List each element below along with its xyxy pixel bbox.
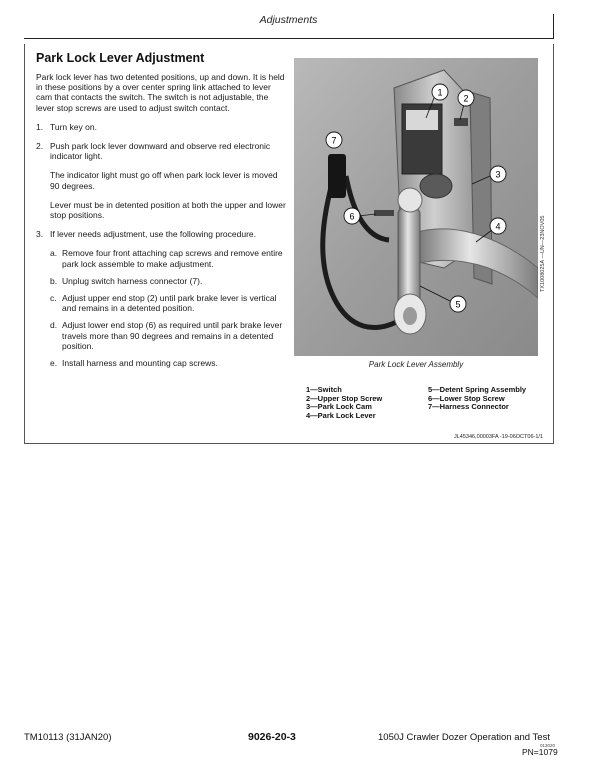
- legend-item: 4—Park Lock Lever: [306, 410, 376, 420]
- substep-letter: d.: [50, 320, 58, 331]
- legend-item: 5—Detent Spring Assembly: [428, 385, 527, 394]
- reference-code: JL45346,00003FA -19-06OCT06-1/1: [454, 434, 543, 440]
- svg-text:1: 1: [437, 87, 443, 98]
- svg-text:6: 6: [349, 211, 355, 222]
- substep-text: Adjust lower end stop (6) as required until park brake lever travels more than 90 degrees and remains in a detented position.: [62, 320, 283, 351]
- step-text: Turn key on.: [50, 121, 97, 132]
- substep-letter: c.: [50, 293, 57, 304]
- substep-text: Unplug switch harness connector (7).: [62, 275, 203, 286]
- lever-grip-hole: [403, 307, 417, 325]
- header-rule: [24, 38, 554, 39]
- legend-item: 2—Upper Stop Screw: [306, 393, 383, 403]
- callout-6: [344, 208, 360, 224]
- svg-text:3: 3: [495, 169, 501, 180]
- page-number: 9026-20-3: [248, 731, 296, 743]
- substep-letter: b.: [50, 275, 58, 286]
- svg-text:4: 4: [495, 221, 501, 232]
- callout-7: [326, 132, 342, 148]
- substep-item: [50, 276, 288, 286]
- upper-stop-screw: [454, 118, 468, 126]
- harness-connector: [328, 154, 346, 198]
- svg-text:2: 2: [463, 93, 469, 104]
- step-number: 1.: [36, 121, 44, 132]
- lower-stop-screw: [374, 210, 394, 216]
- callout-2: [458, 90, 474, 106]
- substep-text: Install harness and mounting cap screws.: [62, 358, 218, 369]
- figure-side-code: TX1008025A —UN—23NOV05: [540, 215, 546, 292]
- substep-item: [50, 248, 288, 268]
- callout-3: [490, 166, 506, 182]
- step-number: 3.: [36, 229, 44, 240]
- callout-1: [432, 84, 448, 100]
- substep-text: Adjust upper end stop (2) until park brake lever is vertical and remains in a detented position.: [62, 293, 277, 314]
- step-note: The indicator light must go off when park lock lever is moved 90 degrees.: [50, 170, 278, 191]
- figure-caption: Park Lock Lever Assembly: [368, 360, 464, 369]
- manual-title: 1050J Crawler Dozer Operation and Test: [378, 732, 550, 743]
- legend-item: 3—Park Lock Cam: [306, 402, 372, 412]
- manual-number: TM10113 (31JAN20): [24, 732, 112, 743]
- step-item: [36, 122, 288, 132]
- callout-4: [490, 218, 506, 234]
- step-number: 2.: [36, 141, 44, 152]
- substep-item: [50, 358, 288, 368]
- article-body: [36, 72, 288, 377]
- park-lock-cam: [420, 174, 452, 198]
- callout-5: [450, 296, 466, 312]
- lever-knob: [398, 188, 422, 212]
- article-title: Park Lock Lever Adjustment: [36, 51, 205, 65]
- step-text: Push park lock lever downward and observe red electronic indicator light.: [50, 141, 271, 162]
- legend-item: 1—Switch: [306, 385, 342, 394]
- substep-text: Remove four front attaching cap screws and remove entire park lock assemble to make adjustment.: [62, 248, 283, 269]
- header-corner-rule: [553, 14, 554, 38]
- legend-left: [306, 386, 382, 420]
- legend-right: [428, 386, 526, 412]
- svg-text:5: 5: [455, 299, 461, 310]
- step-item: [36, 141, 288, 220]
- legend-item: 6—Lower Stop Screw: [428, 393, 505, 403]
- step-item: [36, 229, 288, 368]
- step-note: Lever must be in detented position at both the upper and lower stop positions.: [50, 199, 286, 221]
- substep-item: [50, 320, 288, 351]
- substep-item: [50, 293, 288, 313]
- section-header: Adjustments: [259, 14, 318, 26]
- switch-label: [406, 110, 438, 130]
- svg-text:7: 7: [331, 135, 337, 146]
- substep-letter: a.: [50, 248, 58, 259]
- step-list: [36, 122, 288, 368]
- step-text: If lever needs adjustment, use the following procedure.: [50, 229, 257, 240]
- pn-number: PN=1079: [522, 747, 558, 757]
- park-lock-assembly-photo: [294, 58, 538, 356]
- substep-list: [50, 248, 288, 368]
- legend-item: 7—Harness Connector: [428, 402, 509, 412]
- footer-small-code: 013020: [540, 743, 556, 748]
- intro-paragraph: Park lock lever has two detented positions, up and down. It is held in these positions by a over center spring link attached to lever cam that contacts the switch. The switch is not adjustable, the lever stop screws are used to adjust switch contact.: [36, 72, 285, 113]
- substep-letter: e.: [50, 358, 58, 369]
